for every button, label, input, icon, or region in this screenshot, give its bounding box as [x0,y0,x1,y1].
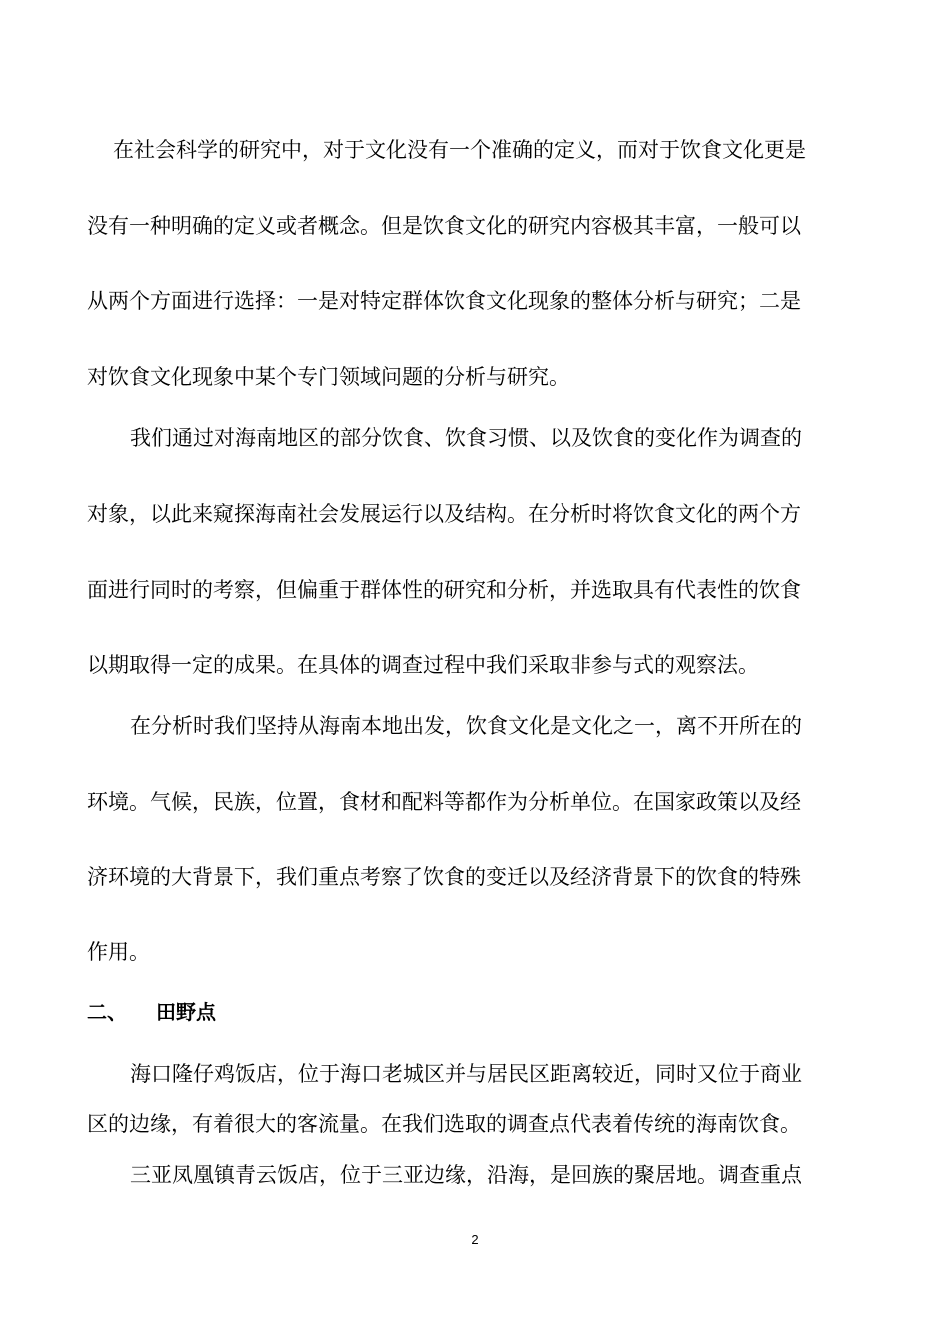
paragraph-4-line-1: 海口隆仔鸡饭店，位于海口老城区并与居民区距离较近，同时又位于商业 [130,1062,802,1086]
paragraph-5-line-1: 三亚凤凰镇青云饭店，位于三亚边缘，沿海，是回族的聚居地。调查重点 [130,1163,802,1187]
paragraph-1-line-2: 没有一种明确的定义或者概念。但是饮食文化的研究内容极其丰富，一般可以 [87,214,801,238]
paragraph-2-line-3: 面进行同时的考察，但偏重于群体性的研究和分析，并选取具有代表性的饮食 [87,578,801,602]
paragraph-3-line-3: 济环境的大背景下，我们重点考察了饮食的变迁以及经济背景下的饮食的特殊 [87,865,801,889]
section-number: 二、 [87,1000,127,1024]
paragraph-1-line-4: 对饮食文化现象中某个专门领域问题的分析与研究。 [87,365,570,389]
section-heading [87,1000,216,1024]
paragraph-1-line-3: 从两个方面进行选择：一是对特定群体饮食文化现象的整体分析与研究；二是 [87,289,801,313]
paragraph-3-line-4: 作用。 [87,940,150,964]
paragraph-3-line-1: 在分析时我们坚持从海南本地出发，饮食文化是文化之一，离不开所在的 [130,714,802,738]
section-title: 田野点 [155,1000,216,1024]
paragraph-2-line-1: 我们通过对海南地区的部分饮食、饮食习惯、以及饮食的变化作为调查的 [130,426,802,450]
page-number: 2 [471,1232,479,1247]
paragraph-3-line-2: 环境。气候，民族，位置，食材和配料等都作为分析单位。在国家政策以及经 [87,790,801,814]
paragraph-4-line-2: 区的边缘，有着很大的客流量。在我们选取的调查点代表着传统的海南饮食。 [87,1112,801,1136]
paragraph-2-line-2: 对象，以此来窥探海南社会发展运行以及结构。在分析时将饮食文化的两个方 [87,502,801,526]
paragraph-1-line-1: 在社会科学的研究中，对于文化没有一个准确的定义，而对于饮食文化更是 [113,138,806,162]
paragraph-2-line-4: 以期取得一定的成果。在具体的调查过程中我们采取非参与式的观察法。 [87,653,759,677]
